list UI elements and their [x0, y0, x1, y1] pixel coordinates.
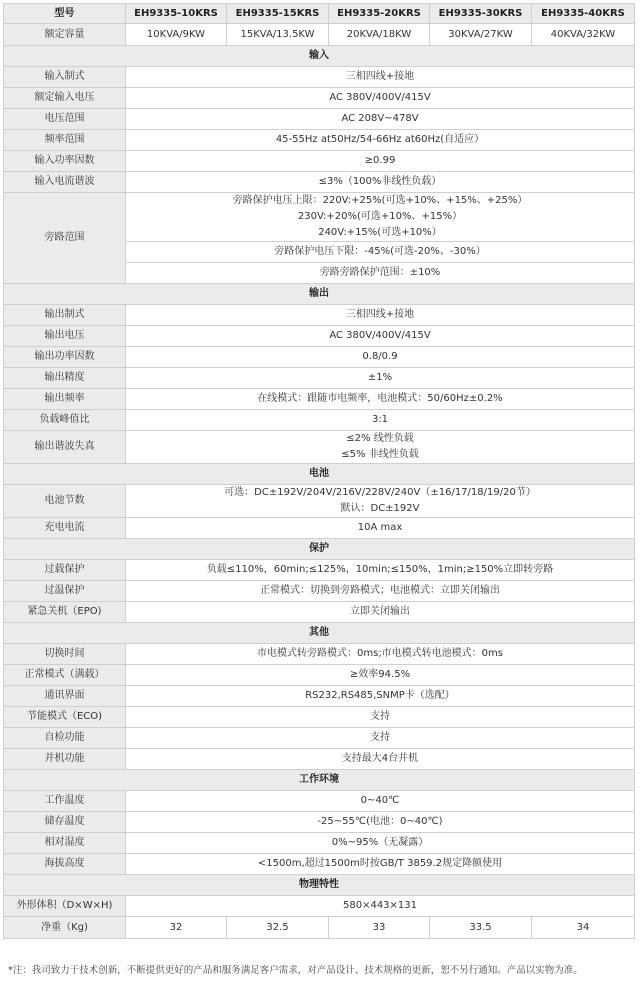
row-label: 额定输入电压 [4, 88, 126, 109]
row-label: 输出谐波失真 [4, 431, 126, 464]
table-row [4, 305, 635, 326]
table-row [4, 518, 635, 539]
row-value: <1500m,超过1500m时按GB/T 3859.2规定降额使用 [126, 854, 635, 875]
table-row [4, 109, 635, 130]
row-label: 输入电流谐波 [4, 172, 126, 193]
row-label: 输入功率因数 [4, 151, 126, 172]
section-title: 输入 [4, 46, 635, 67]
table-row [4, 151, 635, 172]
row-label: 输出功率因数 [4, 347, 126, 368]
table-row [4, 172, 635, 193]
row-value: 支持最大4台并机 [126, 749, 635, 770]
row-value: 支持 [126, 728, 635, 749]
row-value: 10KVA/9KW [126, 24, 227, 46]
capacity-row [4, 24, 635, 46]
table-row [4, 389, 635, 410]
model-name: EH9335-20KRS [329, 4, 430, 24]
row-value: 15KVA/13.5KW [227, 24, 329, 46]
row-label: 频率范围 [4, 130, 126, 151]
row-label: 并机功能 [4, 749, 126, 770]
row-value: 立即关闭输出 [126, 602, 635, 623]
table-row [4, 749, 635, 770]
section-other [4, 623, 635, 644]
value-line: ≤5% 非线性负载 [341, 449, 419, 460]
row-value: 正常模式：切换到旁路模式；电池模式：立即关闭输出 [126, 581, 635, 602]
table-row [4, 833, 635, 854]
row-value: AC 208V~478V [126, 109, 635, 130]
section-physical [4, 875, 635, 896]
table-row [4, 431, 635, 464]
row-value: 32 [126, 917, 227, 939]
row-label: 通讯界面 [4, 686, 126, 707]
table-row [4, 67, 635, 88]
row-label: 切换时间 [4, 644, 126, 665]
value-line: 旁路保护电压上限：220V:+25%(可选+10%、+15%、+25%） [232, 195, 528, 206]
row-value: 20KVA/18KW [329, 24, 430, 46]
row-value: 33.5 [430, 917, 532, 939]
row-value: 33 [329, 917, 430, 939]
table-row [4, 581, 635, 602]
model-header-row [4, 4, 635, 24]
row-label: 输出制式 [4, 305, 126, 326]
row-label: 自检功能 [4, 728, 126, 749]
row-value: 40KVA/32KW [532, 24, 635, 46]
table-row [4, 707, 635, 728]
row-value: ±1% [126, 368, 635, 389]
row-value: ≥0.99 [126, 151, 635, 172]
row-label: 紧急关机（EPO) [4, 602, 126, 623]
row-label: 正常模式（满载） [4, 665, 126, 686]
section-title: 其他 [4, 623, 635, 644]
row-label: 额定容量 [4, 24, 126, 46]
row-value: 45-55Hz at50Hz/54-66Hz at60Hz(自适应） [126, 130, 635, 151]
row-label: 输入制式 [4, 67, 126, 88]
table-row [4, 854, 635, 875]
weight-row [4, 917, 635, 939]
row-value: RS232,RS485,SNMP卡（选配） [126, 686, 635, 707]
bypass-upper-row [4, 193, 635, 242]
row-value: 0.8/0.9 [126, 347, 635, 368]
row-label: 过温保护 [4, 581, 126, 602]
section-title: 电池 [4, 464, 635, 485]
section-protection [4, 539, 635, 560]
row-label: 过载保护 [4, 560, 126, 581]
table-row [4, 644, 635, 665]
row-value: 0%~95%（无凝露） [126, 833, 635, 854]
row-value: -25~55℃(电池：0~40℃) [126, 812, 635, 833]
row-value: 旁路保护电压下限：-45%(可选-20%、-30%） [126, 242, 635, 263]
row-label: 电压范围 [4, 109, 126, 130]
table-row [4, 791, 635, 812]
model-name: EH9335-40KRS [532, 4, 635, 24]
section-input [4, 46, 635, 67]
table-row [4, 410, 635, 431]
row-value: AC 380V/400V/415V [126, 88, 635, 109]
row-value: 30KVA/27KW [430, 24, 532, 46]
model-name: EH9335-30KRS [430, 4, 532, 24]
row-label: 工作温度 [4, 791, 126, 812]
row-value [126, 431, 635, 464]
value-line: 240V:+15%(可选+10%） [318, 227, 442, 238]
row-label: 电池节数 [4, 485, 126, 518]
table-row [4, 347, 635, 368]
value-line: 默认：DC±192V [340, 503, 420, 514]
row-value: 32.5 [227, 917, 329, 939]
row-label: 净重（Kg) [4, 917, 126, 939]
table-row [4, 326, 635, 347]
model-name: EH9335-10KRS [126, 4, 227, 24]
row-value: 34 [532, 917, 635, 939]
section-title: 物理特性 [4, 875, 635, 896]
section-title: 保护 [4, 539, 635, 560]
row-value: AC 380V/400V/415V [126, 326, 635, 347]
table-row [4, 686, 635, 707]
row-label: 充电电流 [4, 518, 126, 539]
model-name: EH9335-15KRS [227, 4, 329, 24]
row-value: 支持 [126, 707, 635, 728]
row-value: 10A max [126, 518, 635, 539]
table-row [4, 665, 635, 686]
bypass-upper-value [126, 193, 635, 242]
section-title: 输出 [4, 284, 635, 305]
row-value: 580×443×131 [126, 896, 635, 917]
row-value [126, 485, 635, 518]
row-value: 负载≤110%，60min;≤125%，10min;≤150%，1min;≥150%立即转旁路 [126, 560, 635, 581]
value-line: ≤2% 线性负载 [346, 433, 414, 444]
table-row [4, 728, 635, 749]
row-value: 三相四线+接地 [126, 305, 635, 326]
row-label: 相对湿度 [4, 833, 126, 854]
row-label: 旁路范围 [4, 193, 126, 284]
row-value: 三相四线+接地 [126, 67, 635, 88]
value-line: 230V:+20%(可选+10%、+15%） [297, 211, 463, 222]
section-title: 工作环境 [4, 770, 635, 791]
table-row [4, 88, 635, 109]
row-label: 储存温度 [4, 812, 126, 833]
row-value: 在线模式：跟随市电频率，电池模式：50/60Hz±0.2% [126, 389, 635, 410]
row-value: 0~40℃ [126, 791, 635, 812]
model-label: 型号 [4, 4, 126, 24]
row-label: 节能模式（ECO) [4, 707, 126, 728]
table-row [4, 812, 635, 833]
table-row [4, 896, 635, 917]
row-label: 输出精度 [4, 368, 126, 389]
row-label: 输出频率 [4, 389, 126, 410]
table-row [4, 560, 635, 581]
value-line: 可选：DC±192V/204V/216V/228V/240V（±16/17/18/19/20节） [224, 487, 536, 498]
row-value: ≥效率94.5% [126, 665, 635, 686]
table-row [4, 130, 635, 151]
row-label: 负载峰值比 [4, 410, 126, 431]
footnote: *注：我司致力于技术创新，不断提供更好的产品和服务满足客户需求，对产品设计、技术规格的更新，恕不另行通知。产品以实物为准。 [8, 965, 583, 976]
row-value: ≤3%（100%非线性负载） [126, 172, 635, 193]
row-label: 海拔高度 [4, 854, 126, 875]
row-value: 市电模式转旁路模式：0ms;市电模式转电池模式：0ms [126, 644, 635, 665]
table-row [4, 485, 635, 518]
table-row [4, 368, 635, 389]
section-output [4, 284, 635, 305]
row-label: 外形体积（D×W×H) [4, 896, 126, 917]
table-row [4, 602, 635, 623]
section-battery [4, 464, 635, 485]
section-environment [4, 770, 635, 791]
row-value: 3:1 [126, 410, 635, 431]
row-label: 输出电压 [4, 326, 126, 347]
spec-table [3, 3, 635, 939]
row-value: 旁路旁路保护范围：±10% [126, 263, 635, 284]
